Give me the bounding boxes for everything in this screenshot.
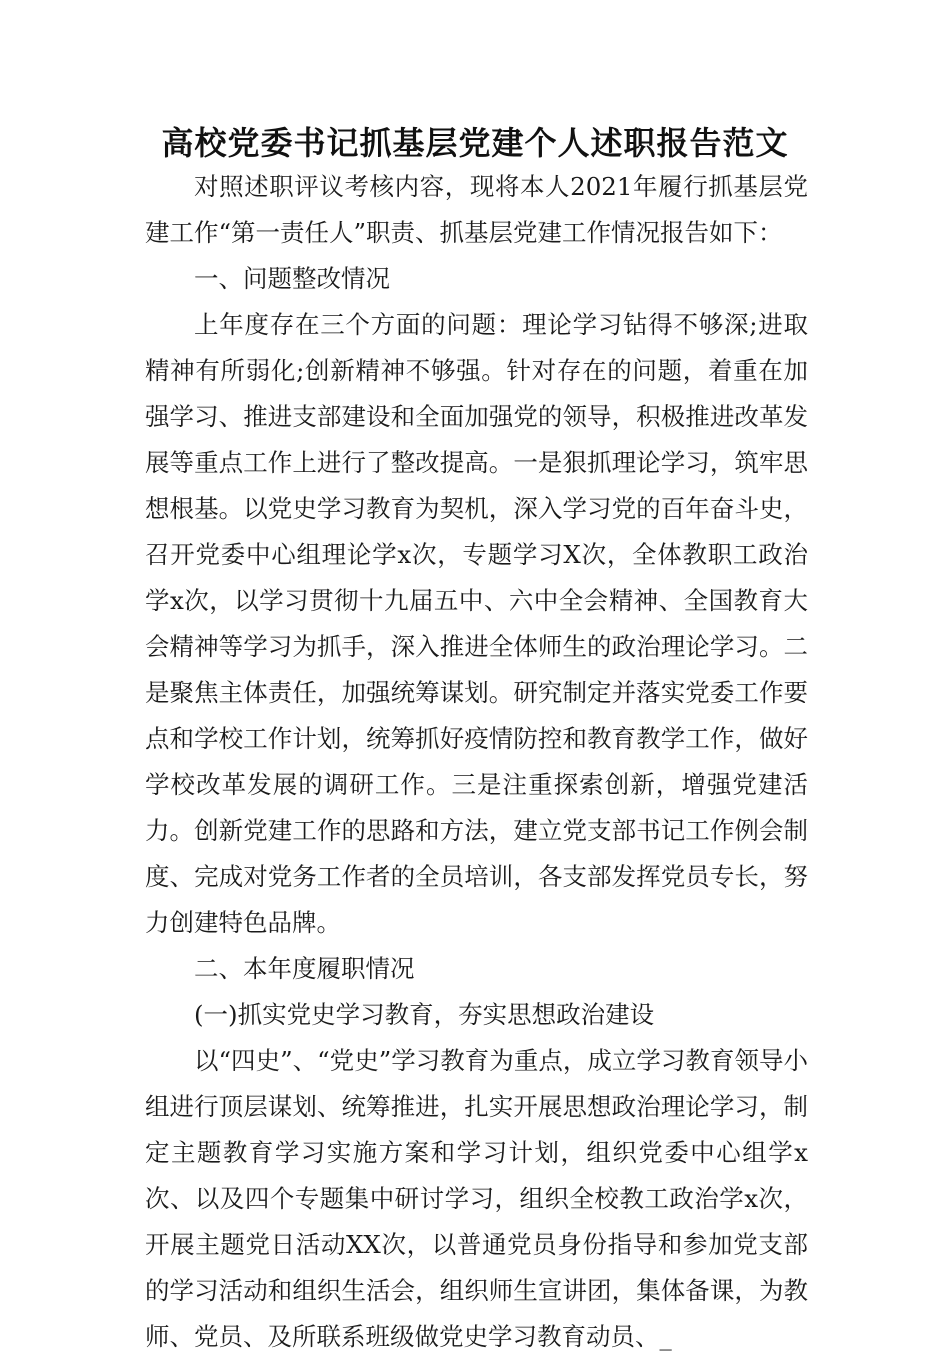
paragraph-intro: 对照述职评议考核内容，现将本人2021年履行抓基层党建工作“第一责任人”职责、抓基层党建工作情况报告如下： xyxy=(145,172,808,247)
paragraph-rectification: 上年度存在三个方面的问题：理论学习钻得不够深;进取精神有所弱化;创新精神不够强。针对存在的问题，着重在加强学习、推进支部建设和全面加强党的领导，积极推进改革发展等重点工作上进行了整改提高。一是狠抓理论学习，筑牢思想根基。以党史学习教育为契机，深入学习党的百年奋斗史，召开党委中心组理论学x次，专题学习X次，全体教职工政治学x次，以学习贯彻十九届五中、六中全会精神、全国教育大会精神等学习为抓手，深入推进全体师生的政治理论学习。二是聚焦主体责任，加强统筹谋划。研究制定并落实党委工作要点和学校工作计划，统筹抓好疫情防控和教育教学工作，做好学校改革发展的调研工作。三是注重探索创新，增强党建活力。创新党建工作的思路和方法，建立党支部书记工作例会制度、完成对党务工作者的全员培训，各支部发挥党员专长，努力创建特色品牌。 xyxy=(145,310,808,937)
section-heading-1: 一、问题整改情况 xyxy=(194,264,390,293)
document-title: 高校党委书记抓基层党建个人述职报告范文 xyxy=(161,124,789,162)
section-heading-2: 二、本年度履职情况 xyxy=(194,954,415,983)
subsection-heading-1: (一)抓实党史学习教育，夯实思想政治建设 xyxy=(194,1000,655,1029)
document-body xyxy=(145,164,808,1360)
paragraph-party-history: 以“四史”、“党史”学习教育为重点，成立学习教育领导小组进行顶层谋划、统筹推进，扎实开展思想政治理论学习，制定主题教育学习实施方案和学习计划，组织党委中心组学x次、以及四个专题集中研讨学习，组织全校教工政治学x次，开展主题党日活动XX次，以普通党员身份指导和参加党支部的学习活动和组织生活会，组织师生宣讲团，集体备课，为教师、党员、及所联系班级做党史学习教育动员、_ xyxy=(145,1046,808,1351)
